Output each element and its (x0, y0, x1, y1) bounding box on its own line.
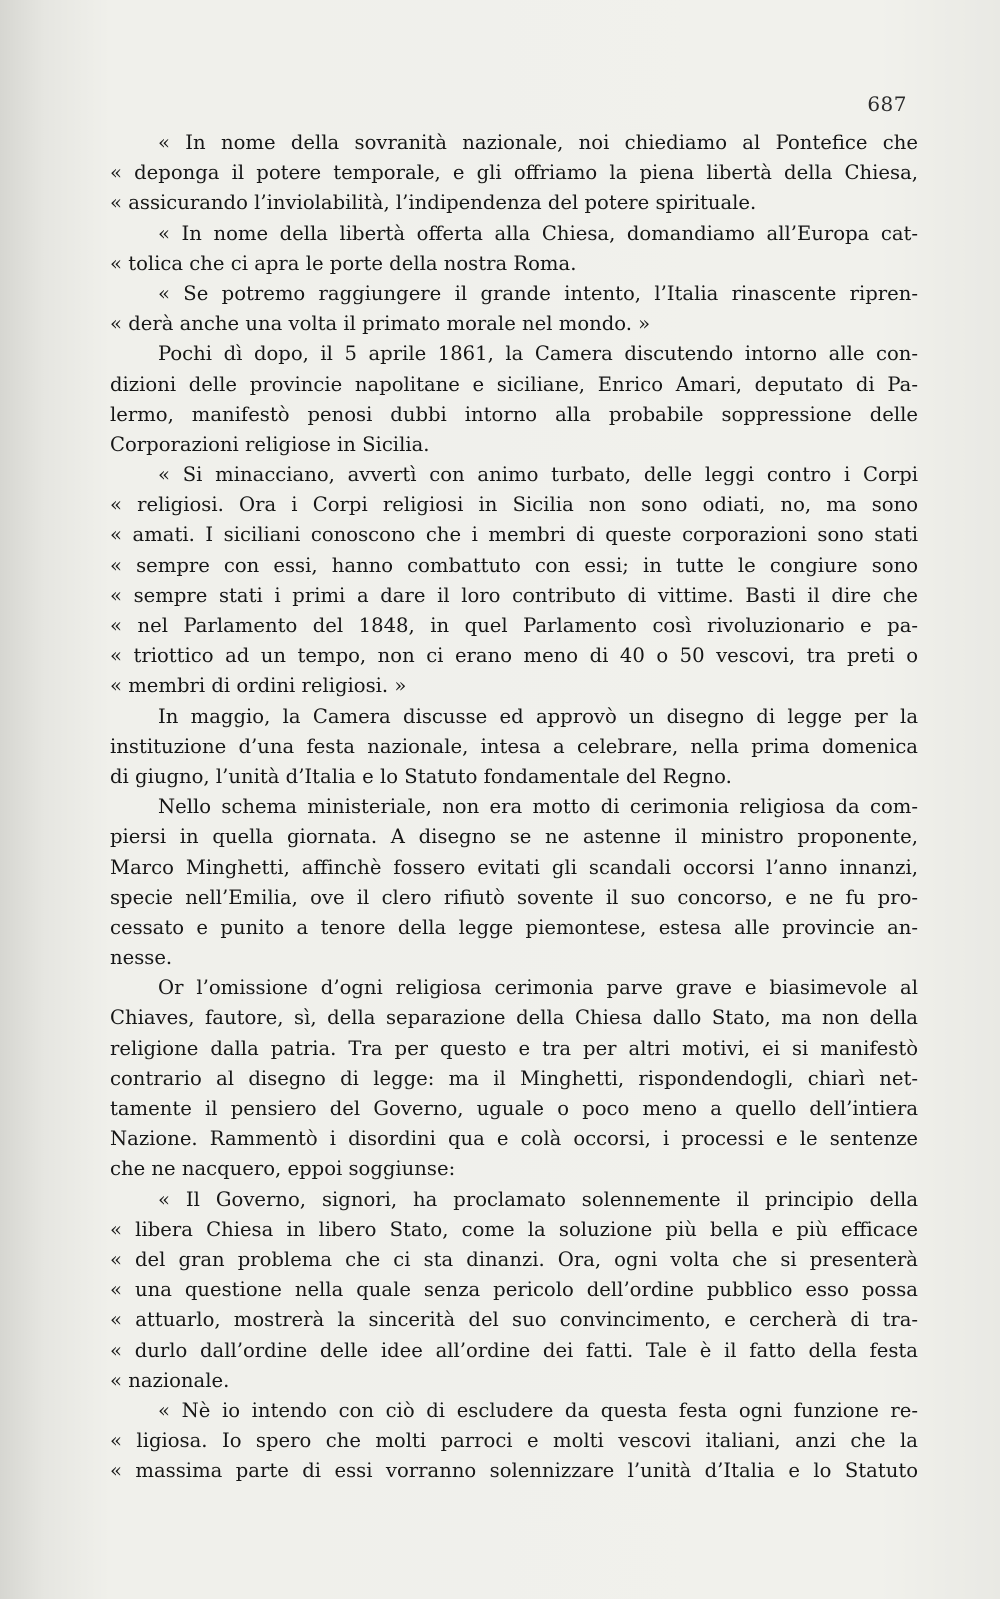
text-line: « Se potremo raggiungere il grande intento, l’Italia rinascente ripren- (158, 281, 918, 305)
text-line: « In nome della sovranità nazionale, noi chiediamo al Pontefice che (158, 131, 918, 154)
text-line: « membri di ordini religiosi. » (110, 674, 407, 698)
text-line: Corporazioni religiose in Sicilia. (110, 432, 430, 456)
page-number: 687 (867, 92, 907, 116)
text-line: « libera Chiesa in libero Stato, come la soluzione più bella e più efficace (110, 1217, 918, 1241)
text-line: In maggio, la Camera discusse ed approvò un disegno di legge per la (158, 704, 918, 728)
text-line: « derà anche una volta il primato morale nel mondo. » (110, 312, 651, 336)
text-line: « nel Parlamento del 1848, in quel Parlamento così rivoluzionario e pa- (110, 614, 918, 637)
text-line: « massima parte di essi vorranno solennizzare l’unità d’Italia e lo Statuto (110, 1459, 918, 1483)
text-line: instituzione d’una festa nazionale, intesa a celebrare, nella prima domenica (110, 734, 918, 758)
body-text (110, 128, 918, 1486)
text-line: contrario al disegno di legge: ma il Minghetti, rispondendogli, chiarì net- (110, 1066, 918, 1090)
text-line: Nello schema ministeriale, non era motto di cerimonia religiosa da com- (158, 795, 918, 819)
text-line: « Nè io intendo con ciò di escludere da questa festa ogni funzione re- (158, 1398, 918, 1422)
text-line: « Il Governo, signori, ha proclamato solennemente il principio della (158, 1187, 918, 1211)
text-line: « durlo dall’ordine delle idee all’ordine dei fatti. Tale è il fatto della festa (110, 1338, 918, 1362)
text-line: Marco Minghetti, affinchè fossero evitati gli scandali occorsi l’anno innanzi, (110, 855, 918, 879)
text-line: « del gran problema che ci sta dinanzi. Ora, ogni volta che si presenterà (110, 1247, 918, 1271)
text-line: « sempre con essi, hanno combattuto con essi; in tutte le congiure sono (110, 553, 918, 577)
text-line: « tolica che ci apra le porte della nostra Roma. (110, 251, 577, 275)
text-line: « Si minacciano, avvertì con animo turbato, delle leggi contro i Corpi (158, 463, 918, 487)
text-line: « sempre stati i primi a dare il loro contributo di vittime. Basti il dire che (110, 583, 918, 607)
text-line: Pochi dì dopo, il 5 aprile 1861, la Camera discutendo intorno alle con- (158, 342, 918, 366)
text-line: religione dalla patria. Tra per questo e tra per altri motivi, ei si manifestò (110, 1036, 918, 1060)
text-line: « ligiosa. Io spero che molti parroci e molti vescovi italiani, anzi che la (110, 1429, 918, 1453)
text-line: Chiaves, fautore, sì, della separazione della Chiesa dallo Stato, ma non della (110, 1006, 918, 1030)
text-line: specie nell’Emilia, ove il clero rifiutò sovente il suo concorso, e ne fu pro- (110, 885, 918, 909)
text-line: Nazione. Rammentò i disordini qua e colà occorsi, i processi e le sentenze (110, 1127, 918, 1151)
text-line: Or l’omissione d’ogni religiosa cerimonia parve grave e biasimevole al (158, 976, 918, 1000)
text-line: « triottico ad un tempo, non ci erano meno di 40 o 50 vescovi, tra preti o (110, 644, 918, 668)
text-line: « religiosi. Ora i Corpi religiosi in Sicilia non sono odiati, no, ma sono (110, 493, 918, 517)
text-line: « attuarlo, mostrerà la sincerità del suo convincimento, e cercherà di tra- (110, 1308, 918, 1332)
text-line: dizioni delle provincie napolitane e siciliane, Enrico Amari, deputato di Pa- (110, 372, 918, 396)
text-line: cessato e punito a tenore della legge piemontese, estesa alle provincie an- (110, 915, 918, 939)
text-line: nesse. (110, 946, 173, 970)
text-line: « una questione nella quale senza pericolo dell’ordine pubblico esso possa (110, 1278, 918, 1302)
text-line: piersi in quella giornata. A disegno se ne astenne il ministro proponente, (110, 825, 918, 849)
text-line: « In nome della libertà offerta alla Chiesa, domandiamo all’Europa cat- (158, 221, 918, 245)
text-line: « assicurando l’inviolabilità, l’indipendenza del potere spirituale. (110, 191, 757, 215)
text-line: tamente il pensiero del Governo, uguale o poco meno a quello dell’intiera (110, 1097, 918, 1120)
text-line: « nazionale. (110, 1368, 230, 1392)
text-line: « amati. I siciliani conoscono che i membri di queste corporazioni sono stati (110, 523, 918, 547)
text-line: « deponga il potere temporale, e gli offriamo la piena libertà della Chiesa, (110, 161, 918, 185)
text-line: di giugno, l’unità d’Italia e lo Statuto fondamentale del Regno. (110, 764, 732, 788)
text-line: lermo, manifestò penosi dubbi intorno alla probabile soppressione delle (110, 402, 918, 426)
text-line: che ne nacquero, eppoi soggiunse: (110, 1157, 456, 1181)
